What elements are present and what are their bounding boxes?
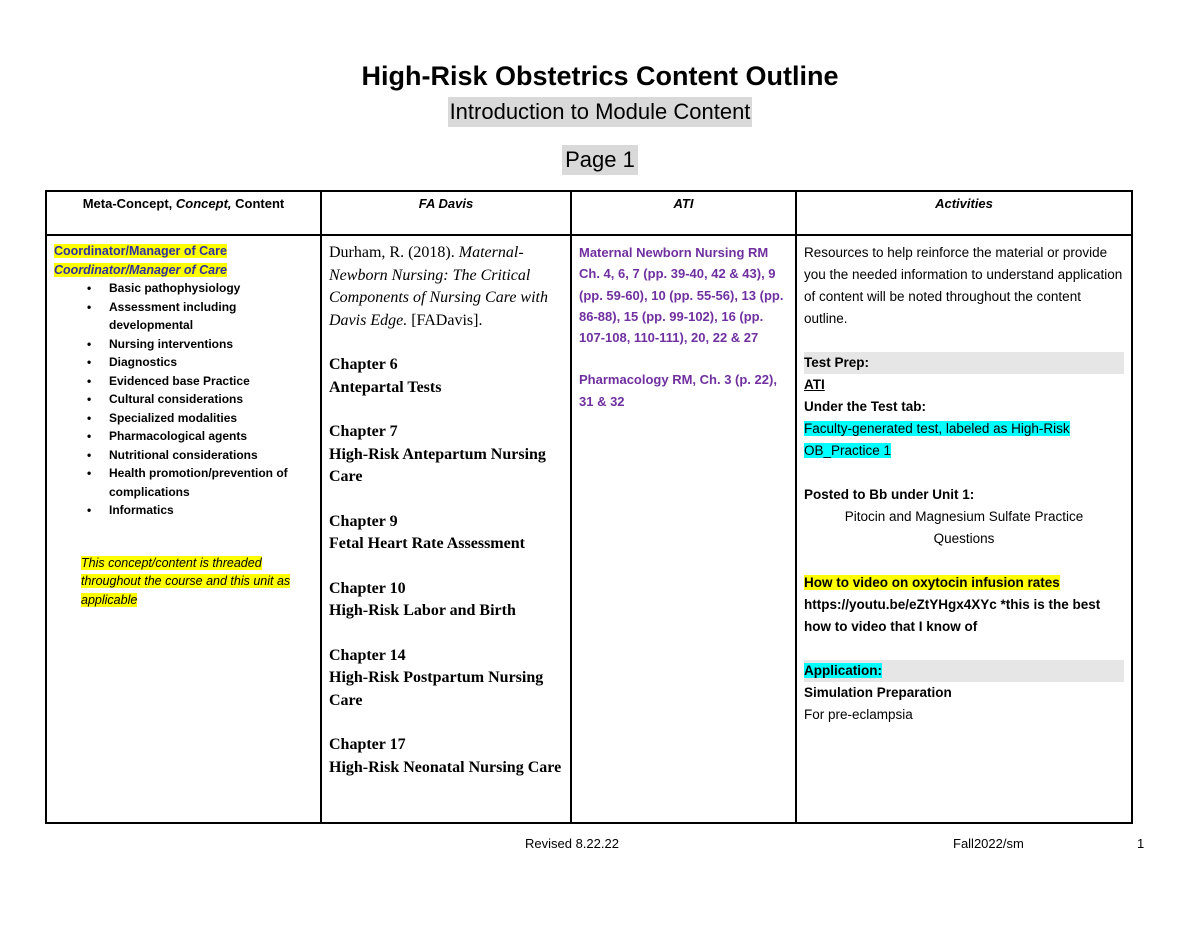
concept-title: Coordinator/Manager of Care bbox=[54, 244, 227, 258]
chapter-entry bbox=[329, 578, 563, 623]
footer-page-number: 1 bbox=[1137, 836, 1145, 851]
under-test-tab: Under the Test tab: bbox=[804, 399, 927, 414]
ati-pharmacology: Pharmacology RM, Ch. 3 (p. 22), 31 & 32 bbox=[579, 372, 777, 409]
list-item: • Pharmacological agents bbox=[109, 427, 313, 446]
chapter-number: Chapter 6 bbox=[329, 356, 398, 373]
chapter-entry bbox=[329, 511, 563, 556]
content-outline-table bbox=[45, 190, 1133, 824]
activities-cell bbox=[796, 235, 1132, 823]
chapter-entry bbox=[329, 734, 563, 779]
ati-link[interactable]: ATI bbox=[804, 377, 825, 392]
chapter-title: Antepartal Tests bbox=[329, 378, 442, 396]
table-header-row bbox=[46, 191, 1132, 235]
chapter-number: Chapter 10 bbox=[329, 579, 406, 597]
footer-term: Fall2022/sm bbox=[953, 836, 1024, 851]
simulation-topic: For pre-eclampsia bbox=[804, 707, 913, 722]
page-title: High-Risk Obstetrics Content Outline bbox=[361, 61, 839, 91]
footer-revised: Revised 8.22.22 bbox=[525, 836, 619, 851]
page-label-container bbox=[0, 145, 1200, 175]
concept-note bbox=[81, 554, 313, 610]
list-item: • Evidenced base Practice bbox=[109, 372, 313, 391]
application-label: Application: bbox=[804, 663, 882, 678]
concept-list bbox=[54, 279, 313, 520]
subtitle-container bbox=[0, 97, 1200, 127]
chapter-entry bbox=[329, 354, 563, 399]
concept-note-text: This concept/content is threaded throughout the course and this unit as applicable bbox=[81, 555, 291, 607]
reference-title: Maternal-Newborn Nursing: The Critical Components of Nursing Care with Davis Edge. bbox=[329, 244, 548, 329]
header-ati bbox=[571, 191, 796, 235]
simulation-preparation: Simulation Preparation bbox=[804, 685, 952, 700]
ati-maternal-newborn: Maternal Newborn Nursing RM Ch. 4, 6, 7 (pp. 39-40, 42 & 43), 9 (pp. 59-60), 10 (pp. 55-56), 13 (pp. 86-88), 15 (pp. 99-102), 16 (pp. 107-108, 110-111), 20, 22 & 27 bbox=[579, 245, 784, 346]
header-activities bbox=[796, 191, 1132, 235]
activities-intro: Resources to help reinforce the material or provide you the needed information to understand application of content will be noted throughout the content outline. bbox=[804, 245, 1123, 326]
chapter-number: Chapter 17 bbox=[329, 736, 406, 753]
reference-publisher: [FADavis]. bbox=[411, 311, 483, 329]
list-item: • Cultural considerations bbox=[109, 390, 313, 409]
header-fa-davis-label: FA Davis bbox=[418, 196, 474, 211]
list-item: • Nursing interventions bbox=[109, 335, 313, 354]
list-item: • Assessment including developmental bbox=[109, 298, 313, 335]
subtitle: Introduction to Module Content bbox=[448, 97, 753, 127]
chapter-title: High-Risk Neonatal Nursing Care bbox=[329, 758, 562, 776]
chapter-title: High-Risk Antepartum Nursing Care bbox=[329, 445, 546, 485]
faculty-test: Faculty-generated test, labeled as High-Risk OB_Practice 1 bbox=[804, 421, 1070, 458]
concept-subtitle: Coordinator/Manager of Care bbox=[54, 262, 227, 277]
header-activities-label: Activities bbox=[935, 196, 993, 211]
header-meta-concept bbox=[46, 191, 321, 235]
chapter-list bbox=[329, 354, 563, 779]
list-item: • Specialized modalities bbox=[109, 409, 313, 428]
header-ati-label: ATI bbox=[673, 196, 694, 211]
practice-questions: Pitocin and Magnesium Sulfate Practice Questions bbox=[844, 509, 1084, 546]
list-item: • Informatics bbox=[109, 501, 313, 520]
chapter-title: Fetal Heart Rate Assessment bbox=[329, 535, 525, 552]
list-item: • Nutritional considerations bbox=[109, 446, 313, 465]
fa-davis-cell bbox=[321, 235, 571, 823]
reference-author: Durham, R. (2018). bbox=[329, 244, 455, 261]
textbook-reference bbox=[329, 242, 563, 332]
list-item: • Health promotion/prevention of complications bbox=[109, 464, 313, 501]
test-prep-heading: Test Prep: bbox=[804, 352, 1124, 374]
list-item: • Basic pathophysiology bbox=[109, 279, 313, 298]
chapter-number: Chapter 7 bbox=[329, 423, 398, 440]
list-item: • Diagnostics bbox=[109, 353, 313, 372]
posted-to-bb: Posted to Bb under Unit 1: bbox=[804, 487, 975, 502]
concept-cell bbox=[46, 235, 321, 823]
header-content-label: Content bbox=[235, 196, 285, 211]
application-heading bbox=[804, 660, 1124, 682]
chapter-entry bbox=[329, 645, 563, 713]
chapter-title: High-Risk Postpartum Nursing Care bbox=[329, 669, 544, 709]
chapter-title: High-Risk Labor and Birth bbox=[329, 602, 516, 619]
header-fa-davis bbox=[321, 191, 571, 235]
video-heading: How to video on oxytocin infusion rates bbox=[804, 575, 1060, 590]
video-link[interactable]: https://youtu.be/eZtYHgx4XYc *this is the best how to video that I know of bbox=[804, 597, 1101, 634]
ati-cell bbox=[571, 235, 796, 823]
table-row bbox=[46, 235, 1132, 823]
chapter-entry bbox=[329, 421, 563, 489]
chapter-number: Chapter 9 bbox=[329, 512, 398, 530]
page-label: Page 1 bbox=[562, 145, 638, 175]
chapter-number: Chapter 14 bbox=[329, 646, 406, 664]
header-concept-label: Concept, bbox=[175, 196, 232, 211]
header-meta-concept-label: Meta-Concept, bbox=[82, 196, 173, 211]
